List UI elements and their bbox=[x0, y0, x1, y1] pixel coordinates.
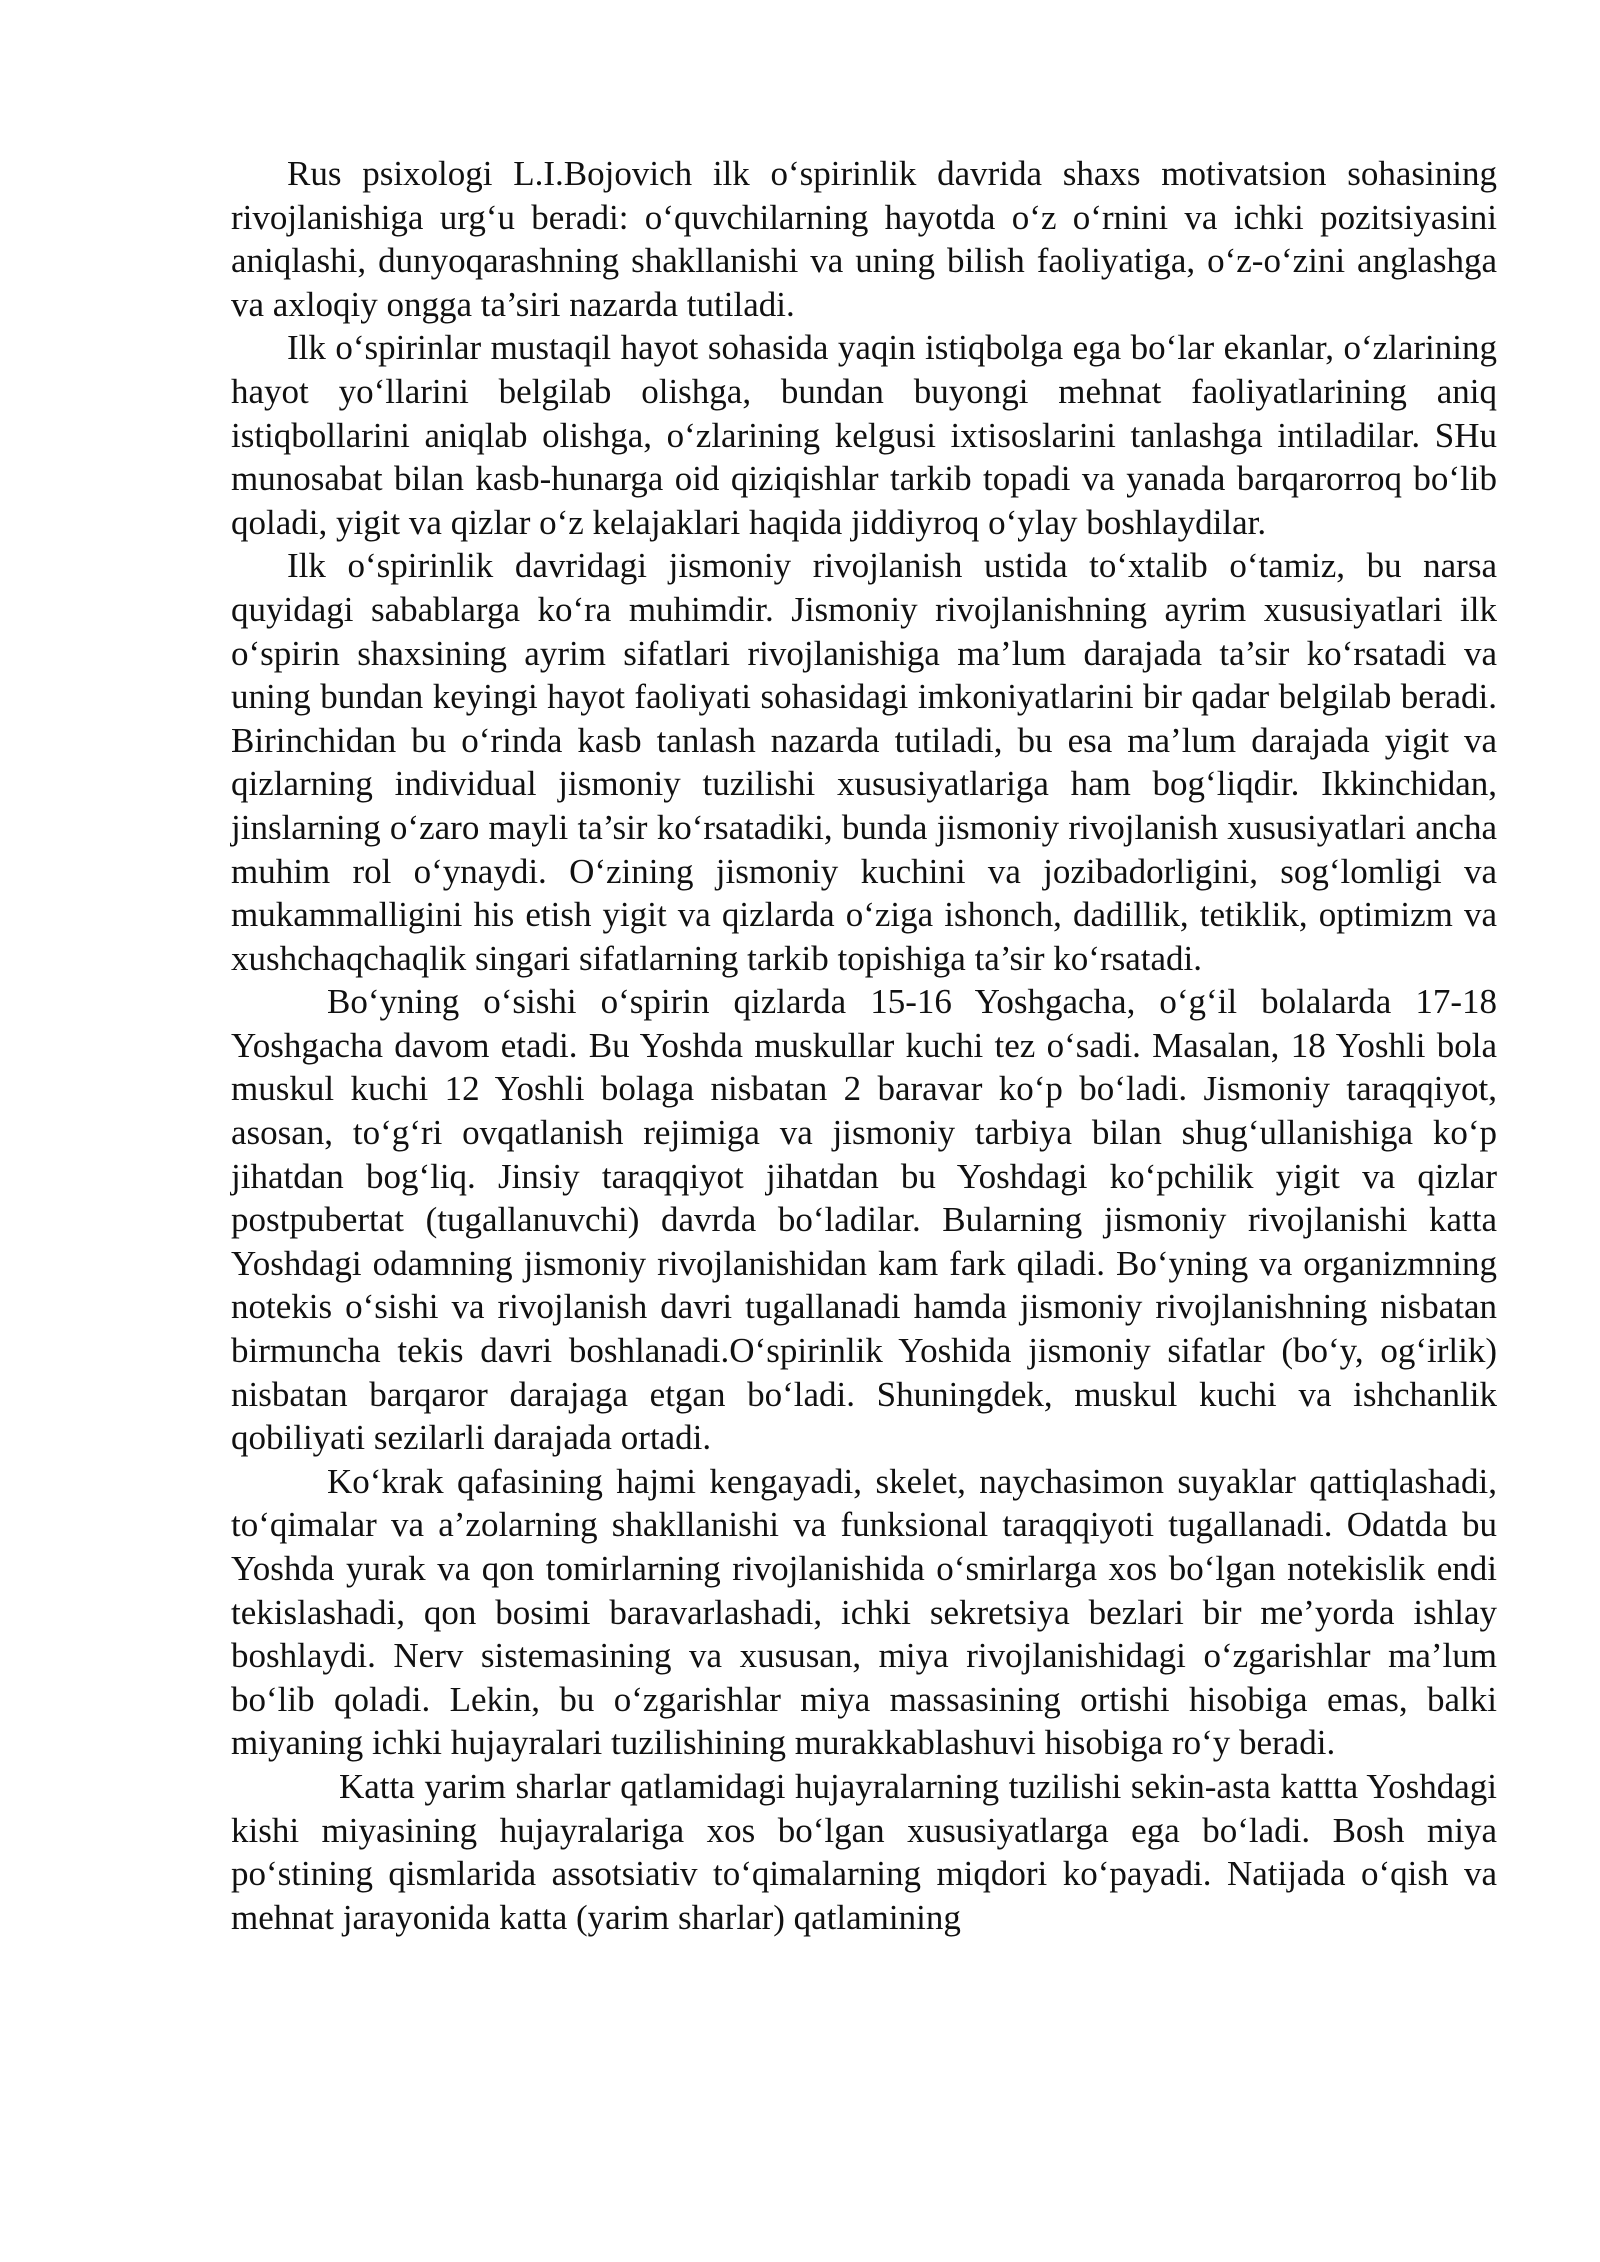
paragraph-2: Ilk o‘spirinlar mustaqil hayot sohasida yaqin istiqbolga ega bo‘lar ekanlar, o‘zlarining hayot yo‘llarini belgilab olishga, bundan buyongi mehnat faoliyatlarining aniq istiqbollarini aniqlab olishga, o‘zlarining kelgusi ixtisoslarini tanlashga intiladilar. SHu munosabat bilan kasb-hunarga oid qiziqishlar tarkib topadi va yanada barqarorroq bo‘lib qoladi, yigit va qizlar o‘z kelajaklari haqida jiddiyroq o‘ylay boshlaydilar. bbox=[231, 328, 1497, 542]
paragraph-6: Katta yarim sharlar qatlamidagi hujayralarning tuzilishi sekin-asta kattta Yoshdagi kishi miyasining hujayralariga xos bo‘lgan xususiyatlarga ega bo‘ladi. Bosh miya po‘stining qismlarida assotsiativ to‘qimalarning miqdori ko‘payadi. Natijada o‘qish va mehnat jarayonida katta (yarim sharlar) qatlamining bbox=[231, 1766, 1497, 1937]
document-body bbox=[231, 152, 1497, 1939]
paragraph-5: Ko‘krak qafasining hajmi kengayadi, skelet, naychasimon suyaklar qattiqlashadi, to‘qimalar va a’zolarning shakllanishi va funksional taraqqiyoti tugallanadi. Odatda bu Yoshda yurak va qon tomirlarning rivojlanishida o‘smirlarga xos bo‘lgan notekislik endi tekislashadi, qon bosimi baravarlashadi, ichki sekretsiya bezlari bir me’yorda ishlay boshlaydi. Nerv sistemasining va xususan, miya rivojlanishidagi o‘zgarishlar ma’lum bo‘lib qoladi. Lekin, bu o‘zgarishlar miya massasining ortishi hisobiga emas, balki miyaning ichki hujayralari tuzilishining murakkablashuvi hisobiga ro‘y beradi. bbox=[231, 1461, 1497, 1763]
paragraph-1: Rus psixologi L.I.Bojovich ilk o‘spirinlik davrida shaxs motivatsion sohasining rivojlanishiga urg‘u beradi: o‘quvchilarning hayotda o‘z o‘rnini va ichki pozitsiyasini aniqlashi, dunyoqarashning shakllanishi va uning bilish faoliyatiga, o‘z-o‘zini anglashga va axloqiy ongga ta’siri nazarda tutiladi. bbox=[231, 154, 1497, 324]
paragraph-4: Bo‘yning o‘sishi o‘spirin qizlarda 15-16 Yoshgacha, o‘g‘il bolalarda 17-18 Yoshgacha davom etadi. Bu Yoshda muskullar kuchi tez o‘sadi. Masalan, 18 Yoshli bola muskul kuchi 12 Yoshli bolaga nisbatan 2 baravar ko‘p bo‘ladi. Jismoniy taraqqiyot, asosan, to‘g‘ri ovqatlanish rejimiga va jismoniy tarbiya bilan shug‘ullanishiga ko‘p jihatdan bog‘liq. Jinsiy taraqqiyot jihatdan bu Yoshdagi ko‘pchilik yigit va qizlar postpubertat (tugallanuvchi) davrda bo‘ladilar. Bularning jismoniy rivojlanishi katta Yoshdagi odamning jismoniy rivojlanishidan kam fark qiladi. Bo‘yning va organizmning notekis o‘sishi va rivojlanish davri tugallanadi hamda jismoniy rivojlanishning nisbatan birmuncha tekis davri boshlanadi.O‘spirinlik Yoshida jismoniy sifatlar (bo‘y, og‘irlik) nisbatan barqaror darajaga etgan bo‘ladi. Shuningdek, muskul kuchi va ishchanlik qobiliyati sezilarli darajada ortadi. bbox=[231, 982, 1497, 1458]
paragraph-3: Ilk o‘spirinlik davridagi jismoniy rivojlanish ustida to‘xtalib o‘tamiz, bu narsa quyidagi sabablarga ko‘ra muhimdir. Jismoniy rivojlanishning ayrim xususiyatlari ilk o‘spirin shaxsining ayrim sifatlari rivojlanishiga ma’lum darajada ta’sir ko‘rsatadi va uning bundan keyingi hayot faoliyati sohasidagi imkoniyatlarini bir qadar belgilab beradi. Birinchidan bu o‘rinda kasb tanlash nazarda tutiladi, bu esa ma’lum darajada yigit va qizlarning individual jismoniy tuzilishi xususiyatlariga ham bog‘liqdir. Ikkinchidan, jinslarning o‘zaro mayli ta’sir ko‘rsatadiki, bunda jismoniy rivojlanish xususiyatlari ancha muhim rol o‘ynaydi. O‘zining jismoniy kuchini va jozibadorligini, sog‘lomligi va mukammalligini his etish yigit va qizlarda o‘ziga ishonch, dadillik, tetiklik, optimizm va xushchaqchaqlik singari sifatlarning tarkib topishiga ta’sir ko‘rsatadi. bbox=[231, 546, 1497, 978]
